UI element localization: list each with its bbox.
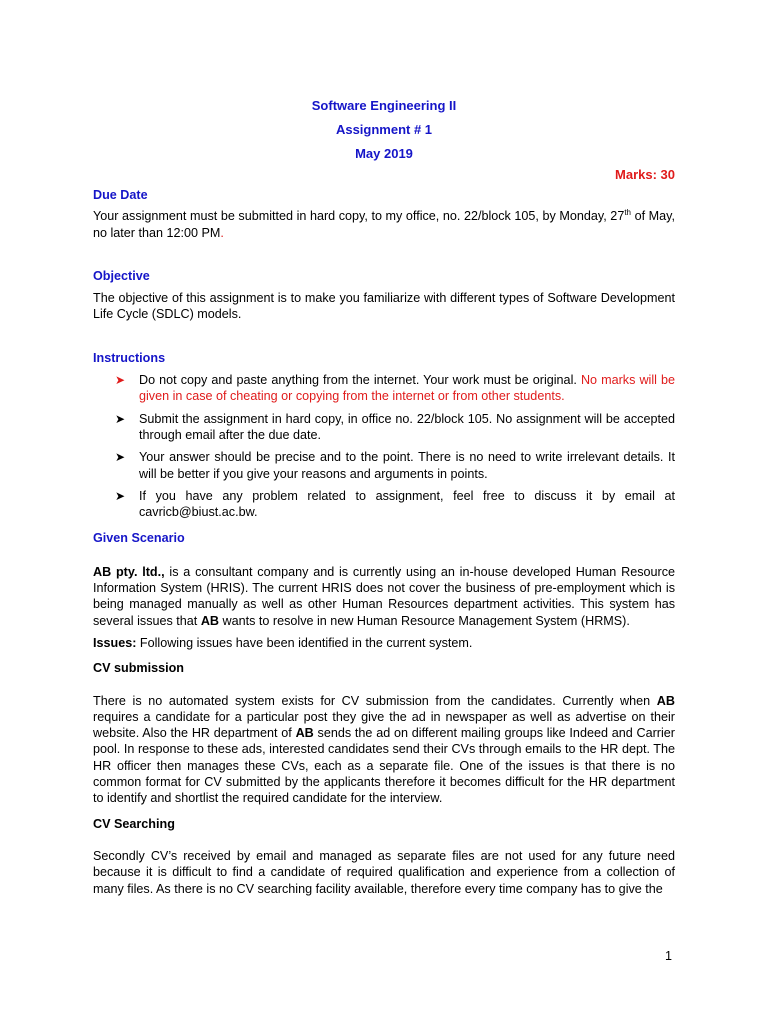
- cv-submission-text-2: requires a candidate for a particular post they give the ad in newspaper as well as advertise on their website. Also the HR department of: [93, 709, 675, 741]
- instructions-list: [93, 372, 675, 520]
- course-title: Software Engineering II: [311, 98, 457, 113]
- company-name: AB pty. ltd.,: [93, 564, 165, 579]
- assignment-date: May 2019: [355, 146, 413, 161]
- cv-submission-text-3: sends the ad on different mailing groups like Indeed and Carrier pool. In response to these ads, interested candidates send their CVs through emails to the HR dept. The HR officer then manages these CVs, each as a separate file. One of the issues is that there is no common format for CV submitted by the applicants therefore it becomes difficult for the HR department to identify and shortlist the required candidate for the interview.: [93, 726, 675, 806]
- scenario-text-a: is a consultant company and is currently using an in-house developed Human Resource Information System (HRIS). The current HRIS does not cover the business of pre-employment which is being managed manually as well as other Human Resources department activities. This system has several issues that: [93, 564, 675, 628]
- company-abbrev: AB: [295, 726, 314, 741]
- page-number: 1: [665, 949, 673, 963]
- instruction-item: [93, 488, 675, 521]
- due-date-superscript: th: [624, 208, 631, 218]
- instruction-item: [93, 411, 675, 444]
- due-date-heading: Due Date: [93, 188, 148, 202]
- scenario-heading: Given Scenario: [93, 531, 185, 546]
- cv-submission-text-1: There is no automated system exists for CV submission from the candidates. Currently when: [93, 693, 657, 708]
- due-date-text-c: .: [220, 225, 224, 240]
- instruction-text: If you have any problem related to assignment, feel free to discuss it by email at cavricb@biust.ac.bw.: [139, 488, 675, 520]
- cv-searching-heading: CV Searching: [93, 816, 175, 831]
- instruction-item: [93, 449, 675, 482]
- instructions-heading: Instructions: [93, 350, 166, 365]
- company-abbrev: AB: [656, 693, 675, 708]
- instruction-text: Submit the assignment in hard copy, in office no. 22/block 105. No assignment will be accepted through email after the due date.: [139, 411, 675, 442]
- instruction-text: Your answer should be precise and to the point. There is no need to write irrelevant details. It will be better if you give your reasons and arguments in points.: [139, 450, 675, 481]
- due-date-paragraph: [93, 208, 675, 241]
- assignment-title: Assignment # 1: [335, 122, 433, 137]
- instruction-text: Do not copy and paste anything from the internet. Your work must be original.: [139, 373, 581, 388]
- instruction-item: [93, 372, 675, 405]
- objective-paragraph: The objective of this assignment is to make you familiarize with different types of Software Development Life Cycle (SDLC) models.: [93, 291, 675, 322]
- marks-label: Marks: 30: [615, 167, 675, 182]
- arrowhead-bullet-icon: ➤: [115, 373, 126, 388]
- cv-searching-paragraph: Secondly CV’s received by email and managed as separate files are not used for any future need because it is difficult to find a candidate of required qualification and experience from a collection of many files. As there is no CV searching facility available, therefore every time company has to give the: [93, 848, 675, 896]
- issues-label: Issues:: [93, 635, 137, 650]
- arrowhead-bullet-icon: ➤: [115, 411, 126, 426]
- due-date-text-a: Your assignment must be submitted in hard copy, to my office, no. 22/block 105, by Monday, 27: [93, 209, 625, 224]
- scenario-paragraph: [93, 564, 675, 629]
- issues-text: Following issues have been identified in the current system.: [136, 635, 473, 650]
- instruction-warning: No marks will be given in case of cheating or copying from the internet or from other students.: [139, 373, 676, 404]
- issues-paragraph: [93, 635, 675, 651]
- arrowhead-bullet-icon: ➤: [115, 488, 126, 503]
- cv-submission-heading: CV submission: [93, 661, 184, 676]
- cv-submission-paragraph: [93, 693, 675, 807]
- arrowhead-bullet-icon: ➤: [115, 450, 126, 465]
- due-date-text-b: of May, no later than 12:00 PM: [93, 209, 676, 240]
- objective-heading: Objective: [93, 268, 150, 283]
- document-body: [93, 94, 675, 897]
- company-abbrev: AB: [200, 613, 220, 628]
- scenario-text-b: wants to resolve in new Human Resource Management System (HRMS).: [219, 613, 630, 628]
